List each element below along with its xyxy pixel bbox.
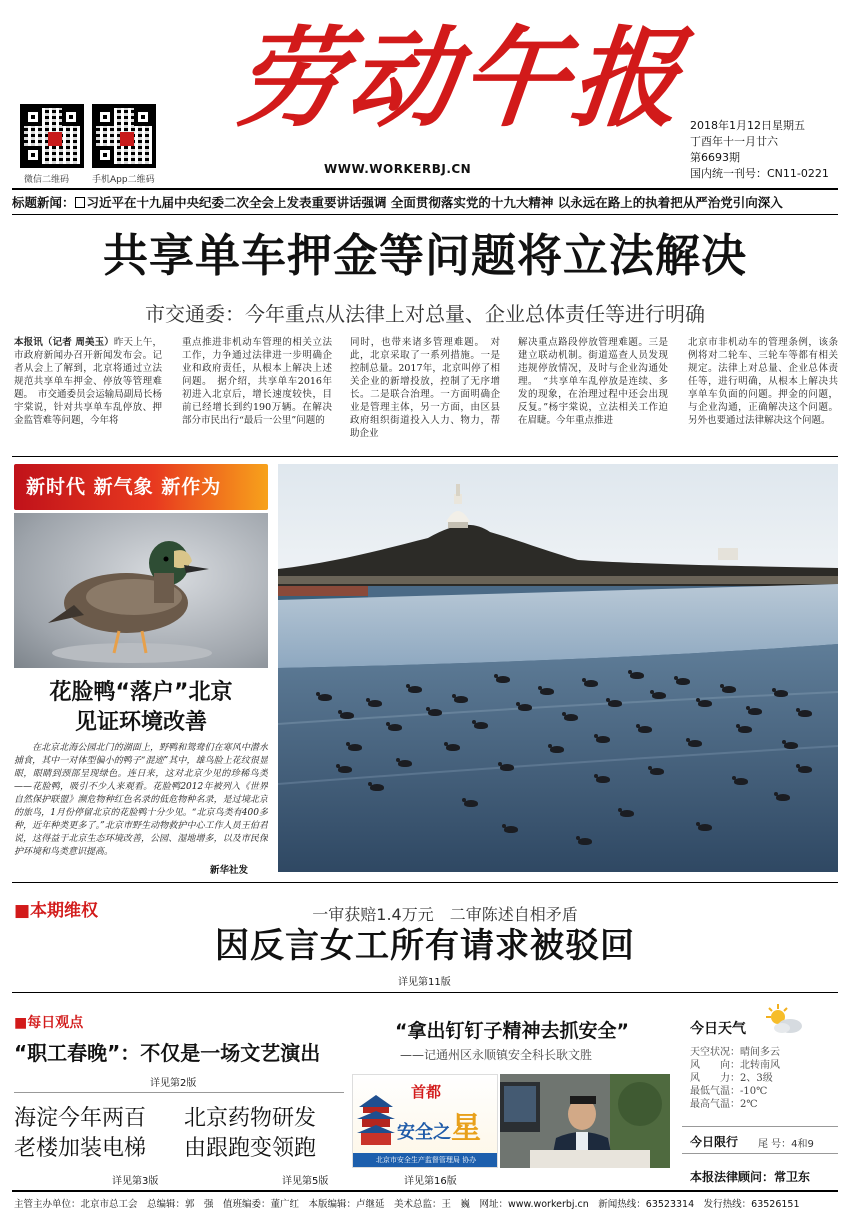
safety-quote[interactable]: “拿出钉钉子精神去抓安全” (395, 1020, 629, 1042)
story-haidian-title[interactable] (14, 1104, 184, 1164)
footer-rule (12, 1190, 838, 1192)
story-pharma-line-2: 由跟跑变领跑 (184, 1136, 317, 1161)
headline-news-strip[interactable] (12, 193, 842, 211)
safety-logo-star: 星 (451, 1111, 481, 1146)
rights-rule (12, 992, 838, 993)
footer-credits: 主管主办单位：北京市总工会 总编辑：郭 强 值班编委：董广红 本版编辑：卢继延 美术总监：王 巍 网址：www.workerbj.cn 新闻热线：63523314 发行热线：63526151 (14, 1199, 800, 1210)
safety-logo-top: 首都 (411, 1083, 442, 1101)
lead-column-5: 北京市非机动车的管理条例，该条例将对二轮车、三轮车等都有相关规定。法律上对总量、企业总体责任等，进行明确，从根本上解决共享单车负面的问题。押金的问题，与企业沟通，正确解决这个问题。另外也要通过法律解决这个问题。 (688, 337, 838, 426)
feature-title-line-1: 花脸鸭“落户”北京 (49, 680, 233, 705)
qr-caption-app: 手机App二维码 (92, 175, 155, 185)
duck-illustration (14, 513, 268, 668)
story-haidian-line-2: 老楼加装电梯 (14, 1136, 147, 1161)
lead-column-4: 解决重点路段停放管理难题。三是建立联动机制。街道巡查人员发现违规停放情况，及时与企业沟通处理。 “共享单车乱停放是连续、多发的现象，在治理过程中还会出现反复。”杨宇棠说，立法相关工作迫在眉睫。今年重点推进 (518, 337, 668, 426)
issue-info (690, 118, 829, 182)
checkbox-icon (75, 197, 85, 208)
headline-news-label: 标题新闻： (12, 195, 75, 210)
story-pharma-line-1: 北京药物研发 (184, 1106, 317, 1131)
weather-key: 天空状况： (690, 1047, 740, 1058)
lead-title[interactable]: 共享单车押金等问题将立法解决 (102, 229, 747, 282)
safety-logo (352, 1074, 498, 1168)
qr-code-wechat[interactable] (20, 104, 84, 168)
limit-tail: 尾 号：4和9 (758, 1139, 814, 1150)
daily-title[interactable]: “职工春晚”：不仅是一场文艺演出 (14, 1041, 321, 1065)
story-haidian-line-1: 海淀今年两百 (14, 1106, 147, 1131)
rights-title[interactable]: 因反言女工所有请求被驳回 (215, 926, 635, 966)
feature-credit: 新华社发 (210, 865, 249, 876)
weather-value: 2、3级 (740, 1073, 773, 1084)
safety-ref[interactable]: 详见第16版 (404, 1176, 457, 1187)
issue-lunar: 丁酉年十一月廿六 (690, 135, 778, 148)
feature-banner-text: 新时代 新气象 新作为 (26, 476, 222, 498)
safety-officer-photo (500, 1074, 670, 1168)
weather-value: 北转南风 (740, 1060, 780, 1071)
lead-rule (12, 456, 838, 457)
daily-ref[interactable]: 详见第2版 (150, 1078, 197, 1089)
weather-row (690, 1072, 780, 1085)
story-pharma-ref[interactable]: 详见第5版 (282, 1176, 329, 1187)
weather-key: 风 力： (690, 1073, 740, 1084)
qr-code-app[interactable] (92, 104, 156, 168)
safety-logo-main: 安全之星 (397, 1111, 481, 1146)
safety-byline: ——记通州区永顺镇安全科长耿文胜 (400, 1048, 593, 1062)
lead-byline: 本报讯（记者 周美玉） (14, 337, 114, 348)
lead-column-3: 同时，也带来诸多管理难题。 对此，北京采取了一系列措施。一是控制总量。2017年，北京叫停了相关企业的新增投放，控制了无序增长。二是联合治理。一方面明确企业是管理主体，另一方面，由区县政府组织街道投入人力、物力，帮助企业 (350, 337, 500, 439)
feature-rule (12, 882, 838, 883)
bird-flock (278, 464, 838, 872)
weather-row (690, 1059, 780, 1072)
headline-news-text: 习近平在十九届中央纪委二次全会上发表重要讲话强调 全面贯彻落实党的十九大精神 以永远在路上的执着把从严治党引向深入 (86, 195, 783, 210)
issue-cn: 国内统一刊号：CN11-0221 (690, 167, 829, 180)
temple-icon (357, 1089, 395, 1149)
newspaper-logo: 劳动午报 (229, 16, 691, 142)
daily-tag: ■每日观点 (14, 1015, 84, 1031)
rights-tag: ■本期维权 (14, 901, 99, 921)
legal-counsel-name: 常卫东 (774, 1170, 811, 1184)
story-pharma-title[interactable] (184, 1104, 354, 1164)
weather-key: 风 向： (690, 1060, 740, 1071)
beihai-lake-photo (278, 464, 838, 872)
weather-key: 最低气温： (690, 1086, 740, 1097)
issue-date: 2018年1月12日星期五 (690, 119, 805, 132)
masthead-rule (12, 188, 838, 190)
strip-rule (12, 214, 838, 215)
weather-row (690, 1046, 780, 1059)
issue-number: 第6693期 (690, 151, 740, 164)
site-url[interactable]: WWW.WORKERBJ.CN (324, 162, 472, 176)
weather-value: 晴间多云 (740, 1047, 780, 1058)
lead-column-2: 重点推进非机动车管理的相关立法工作，力争通过法律进一步明确企业和政府责任，从根本上解决上述问题。 据介绍，共享单车2016年初进入北京后，增长速度较快，目前已经增长到约190万辆。在解决部分市民出行“最后一公里”问题的 (182, 337, 332, 426)
feature-title[interactable] (14, 678, 268, 738)
weather-title: 今日天气 (690, 1021, 746, 1037)
safety-logo-footer: 北京市安全生产监督管理局 协办 (353, 1153, 498, 1167)
weather-row (690, 1085, 780, 1098)
duck-photo (14, 513, 268, 668)
weather-value: -10℃ (740, 1086, 768, 1097)
story-haidian-ref[interactable]: 详见第3版 (112, 1176, 159, 1187)
sun-cloud-icon (764, 1004, 804, 1034)
weather-row (690, 1098, 780, 1111)
legal-counsel-label: 本报法律顾问： (690, 1170, 775, 1184)
weather-details (690, 1046, 780, 1111)
lead-column-1: 本报讯（记者 周美玉）昨天上午，市政府新闻办召开新闻发布会。记者从会上了解到，北京将通过立法规范共享单车押金、停放等管理难题。 市交通委员会运输局副局长杨宇棠说，针对共享单车乱停放、押金监管难等问题，今年将 (14, 337, 162, 426)
weather-value: 2℃ (740, 1099, 758, 1110)
weather-panel (682, 998, 838, 1122)
rights-ref[interactable]: 详见第11版 (398, 977, 451, 988)
weather-key: 最高气温： (690, 1099, 740, 1110)
masthead (0, 0, 850, 186)
daily-divider (14, 1092, 344, 1093)
feature-banner (14, 464, 268, 510)
rights-kicker: 一审获赔1.4万元 二审陈述自相矛盾 (312, 905, 578, 924)
feature-body: 在北京北海公园北门的湖面上，野鸭和鸳鸯们在寒风中潜水捕食，其中一对体型偏小的鸭子“混迹”其中，雄鸟脸上花纹很显眼，眼睛到颈部呈现绿色。连日来，这对北京少见的珍稀鸟类——花脸鸭，吸引不少人来观看。花脸鸭2012年被列入《世界自然保护联盟》濒危物种红色名录的低危物种名录，是过境北京的旅鸟，1月份停留北京的花脸鸭十分少见。“北京鸟类有400多种，近年种类更多了。”北京市野生动物救护中心工作人员王伯君说，这得益于北京生态环境改善，公园、湿地增多，以及市民保护环境和鸟类意识提高。 (14, 743, 268, 857)
limit-label: 今日限行 (690, 1135, 739, 1149)
limit-box (682, 1126, 838, 1154)
feature-title-line-2: 见证环境改善 (74, 710, 207, 735)
legal-counsel (690, 1168, 810, 1185)
lead-subtitle: 市交通委：今年重点从法律上对总量、企业总体责任等进行明确 (145, 302, 705, 326)
qr-caption-wechat: 微信二维码 (24, 175, 70, 185)
